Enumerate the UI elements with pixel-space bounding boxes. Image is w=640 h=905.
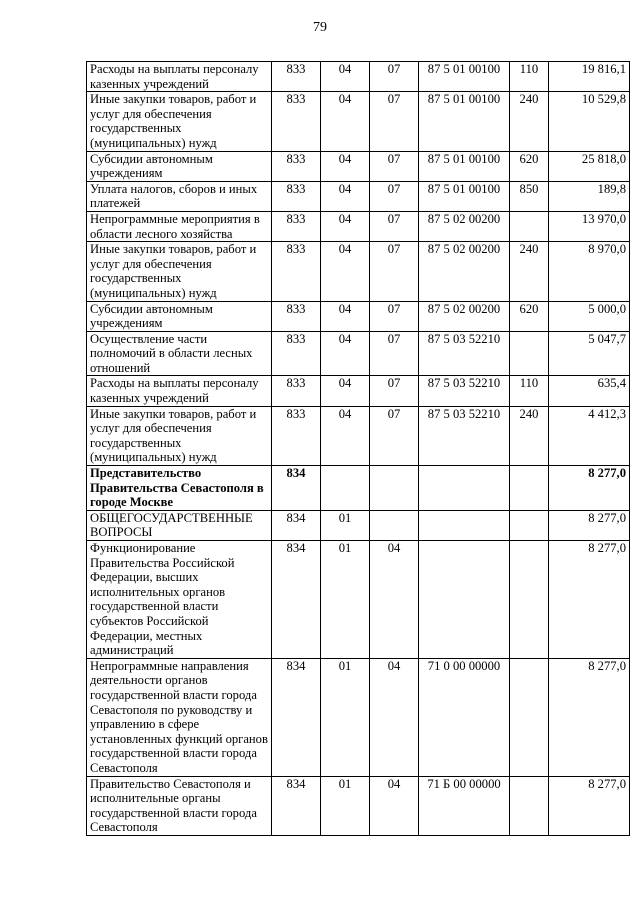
row-name-cell: Иные закупки товаров, работ и услуг для обеспечения государственных (муниципальных) нужд xyxy=(87,406,272,465)
section-code-cell: 04 xyxy=(321,376,370,406)
target-article-cell: 87 5 03 52210 xyxy=(419,406,510,465)
ministry-code-cell: 833 xyxy=(272,242,321,301)
expense-type-cell: 620 xyxy=(510,301,549,331)
table-row xyxy=(87,62,630,92)
target-article-cell: 87 5 03 52210 xyxy=(419,376,510,406)
subsection-code-cell xyxy=(370,510,419,540)
subsection-code-cell: 07 xyxy=(370,92,419,151)
target-article-cell xyxy=(419,510,510,540)
amount-cell: 8 277,0 xyxy=(549,466,630,511)
section-code-cell: 04 xyxy=(321,181,370,211)
section-code-cell: 04 xyxy=(321,211,370,241)
target-article-cell: 71 0 00 00000 xyxy=(419,658,510,776)
amount-cell: 8 277,0 xyxy=(549,776,630,835)
expense-type-cell: 110 xyxy=(510,376,549,406)
subsection-code-cell: 07 xyxy=(370,181,419,211)
budget-table xyxy=(86,61,630,836)
ministry-code-cell: 833 xyxy=(272,211,321,241)
expense-type-cell: 110 xyxy=(510,62,549,92)
section-code-cell: 04 xyxy=(321,331,370,376)
amount-cell: 4 412,3 xyxy=(549,406,630,465)
row-name-cell: Расходы на выплаты персоналу казенных учреждений xyxy=(87,62,272,92)
ministry-code-cell: 833 xyxy=(272,301,321,331)
ministry-code-cell: 833 xyxy=(272,406,321,465)
expense-type-cell xyxy=(510,466,549,511)
table-row xyxy=(87,211,630,241)
row-name-cell: Расходы на выплаты персоналу казенных учреждений xyxy=(87,376,272,406)
table-row xyxy=(87,181,630,211)
expense-type-cell: 240 xyxy=(510,406,549,465)
expense-type-cell: 240 xyxy=(510,92,549,151)
subsection-code-cell: 07 xyxy=(370,62,419,92)
ministry-code-cell: 833 xyxy=(272,62,321,92)
section-code-cell: 01 xyxy=(321,541,370,659)
page-number: 79 xyxy=(313,20,327,35)
ministry-code-cell: 833 xyxy=(272,181,321,211)
amount-cell: 189,8 xyxy=(549,181,630,211)
row-name-cell: Непрограммные направления деятельности органов государственной власти города Севастополя по руководству и управлению в сфере установленных функций органов государственной власти города Севастополя xyxy=(87,658,272,776)
row-name-cell: Представительство Правительства Севастополя в городе Москве xyxy=(87,466,272,511)
table-row xyxy=(87,510,630,540)
row-name-cell: Субсидии автономным учреждениям xyxy=(87,151,272,181)
ministry-code-cell: 834 xyxy=(272,541,321,659)
expense-type-cell xyxy=(510,776,549,835)
ministry-code-cell: 834 xyxy=(272,776,321,835)
row-name-cell: Иные закупки товаров, работ и услуг для обеспечения государственных (муниципальных) нужд xyxy=(87,92,272,151)
table-row xyxy=(87,301,630,331)
expense-type-cell: 850 xyxy=(510,181,549,211)
expense-type-cell xyxy=(510,331,549,376)
amount-cell: 10 529,8 xyxy=(549,92,630,151)
expense-type-cell xyxy=(510,658,549,776)
section-code-cell xyxy=(321,466,370,511)
ministry-code-cell: 834 xyxy=(272,510,321,540)
target-article-cell: 87 5 01 00100 xyxy=(419,62,510,92)
table-row xyxy=(87,466,630,511)
target-article-cell xyxy=(419,541,510,659)
row-name-cell: Непрограммные мероприятия в области лесного хозяйства xyxy=(87,211,272,241)
target-article-cell: 87 5 02 00200 xyxy=(419,242,510,301)
amount-cell: 8 277,0 xyxy=(549,541,630,659)
amount-cell: 13 970,0 xyxy=(549,211,630,241)
target-article-cell: 87 5 01 00100 xyxy=(419,92,510,151)
ministry-code-cell: 833 xyxy=(272,92,321,151)
table-row xyxy=(87,92,630,151)
subsection-code-cell: 04 xyxy=(370,776,419,835)
target-article-cell: 87 5 01 00100 xyxy=(419,181,510,211)
row-name-cell: Иные закупки товаров, работ и услуг для обеспечения государственных (муниципальных) нужд xyxy=(87,242,272,301)
amount-cell: 5 000,0 xyxy=(549,301,630,331)
target-article-cell: 87 5 02 00200 xyxy=(419,211,510,241)
amount-cell: 635,4 xyxy=(549,376,630,406)
ministry-code-cell: 833 xyxy=(272,376,321,406)
row-name-cell: ОБЩЕГОСУДАРСТВЕННЫЕ ВОПРОСЫ xyxy=(87,510,272,540)
section-code-cell: 04 xyxy=(321,151,370,181)
ministry-code-cell: 834 xyxy=(272,466,321,511)
table-row xyxy=(87,151,630,181)
amount-cell: 8 970,0 xyxy=(549,242,630,301)
ministry-code-cell: 833 xyxy=(272,331,321,376)
subsection-code-cell: 07 xyxy=(370,301,419,331)
section-code-cell: 04 xyxy=(321,92,370,151)
section-code-cell: 04 xyxy=(321,406,370,465)
section-code-cell: 01 xyxy=(321,510,370,540)
table-row xyxy=(87,776,630,835)
subsection-code-cell: 04 xyxy=(370,658,419,776)
target-article-cell: 87 5 01 00100 xyxy=(419,151,510,181)
row-name-cell: Осуществление части полномочий в области лесных отношений xyxy=(87,331,272,376)
amount-cell: 5 047,7 xyxy=(549,331,630,376)
expense-type-cell: 240 xyxy=(510,242,549,301)
row-name-cell: Субсидии автономным учреждениям xyxy=(87,301,272,331)
table-row xyxy=(87,406,630,465)
subsection-code-cell: 07 xyxy=(370,211,419,241)
subsection-code-cell: 07 xyxy=(370,406,419,465)
table-row xyxy=(87,658,630,776)
target-article-cell xyxy=(419,466,510,511)
section-code-cell: 04 xyxy=(321,301,370,331)
section-code-cell: 04 xyxy=(321,242,370,301)
table-row xyxy=(87,331,630,376)
target-article-cell: 87 5 02 00200 xyxy=(419,301,510,331)
amount-cell: 8 277,0 xyxy=(549,510,630,540)
ministry-code-cell: 834 xyxy=(272,658,321,776)
section-code-cell: 04 xyxy=(321,62,370,92)
subsection-code-cell: 07 xyxy=(370,151,419,181)
subsection-code-cell xyxy=(370,466,419,511)
table-row xyxy=(87,376,630,406)
table-row xyxy=(87,541,630,659)
ministry-code-cell: 833 xyxy=(272,151,321,181)
expense-type-cell xyxy=(510,510,549,540)
row-name-cell: Функционирование Правительства Российской Федерации, высших исполнительных органов государственной власти субъектов Российской Федерации, местных администраций xyxy=(87,541,272,659)
target-article-cell: 71 Б 00 00000 xyxy=(419,776,510,835)
expense-type-cell xyxy=(510,541,549,659)
amount-cell: 19 816,1 xyxy=(549,62,630,92)
expense-type-cell: 620 xyxy=(510,151,549,181)
subsection-code-cell: 07 xyxy=(370,331,419,376)
row-name-cell: Правительство Севастополя и исполнительные органы государственной власти города Севастополя xyxy=(87,776,272,835)
target-article-cell: 87 5 03 52210 xyxy=(419,331,510,376)
section-code-cell: 01 xyxy=(321,776,370,835)
subsection-code-cell: 04 xyxy=(370,541,419,659)
subsection-code-cell: 07 xyxy=(370,376,419,406)
row-name-cell: Уплата налогов, сборов и иных платежей xyxy=(87,181,272,211)
subsection-code-cell: 07 xyxy=(370,242,419,301)
expense-type-cell xyxy=(510,211,549,241)
amount-cell: 25 818,0 xyxy=(549,151,630,181)
table-row xyxy=(87,242,630,301)
section-code-cell: 01 xyxy=(321,658,370,776)
amount-cell: 8 277,0 xyxy=(549,658,630,776)
